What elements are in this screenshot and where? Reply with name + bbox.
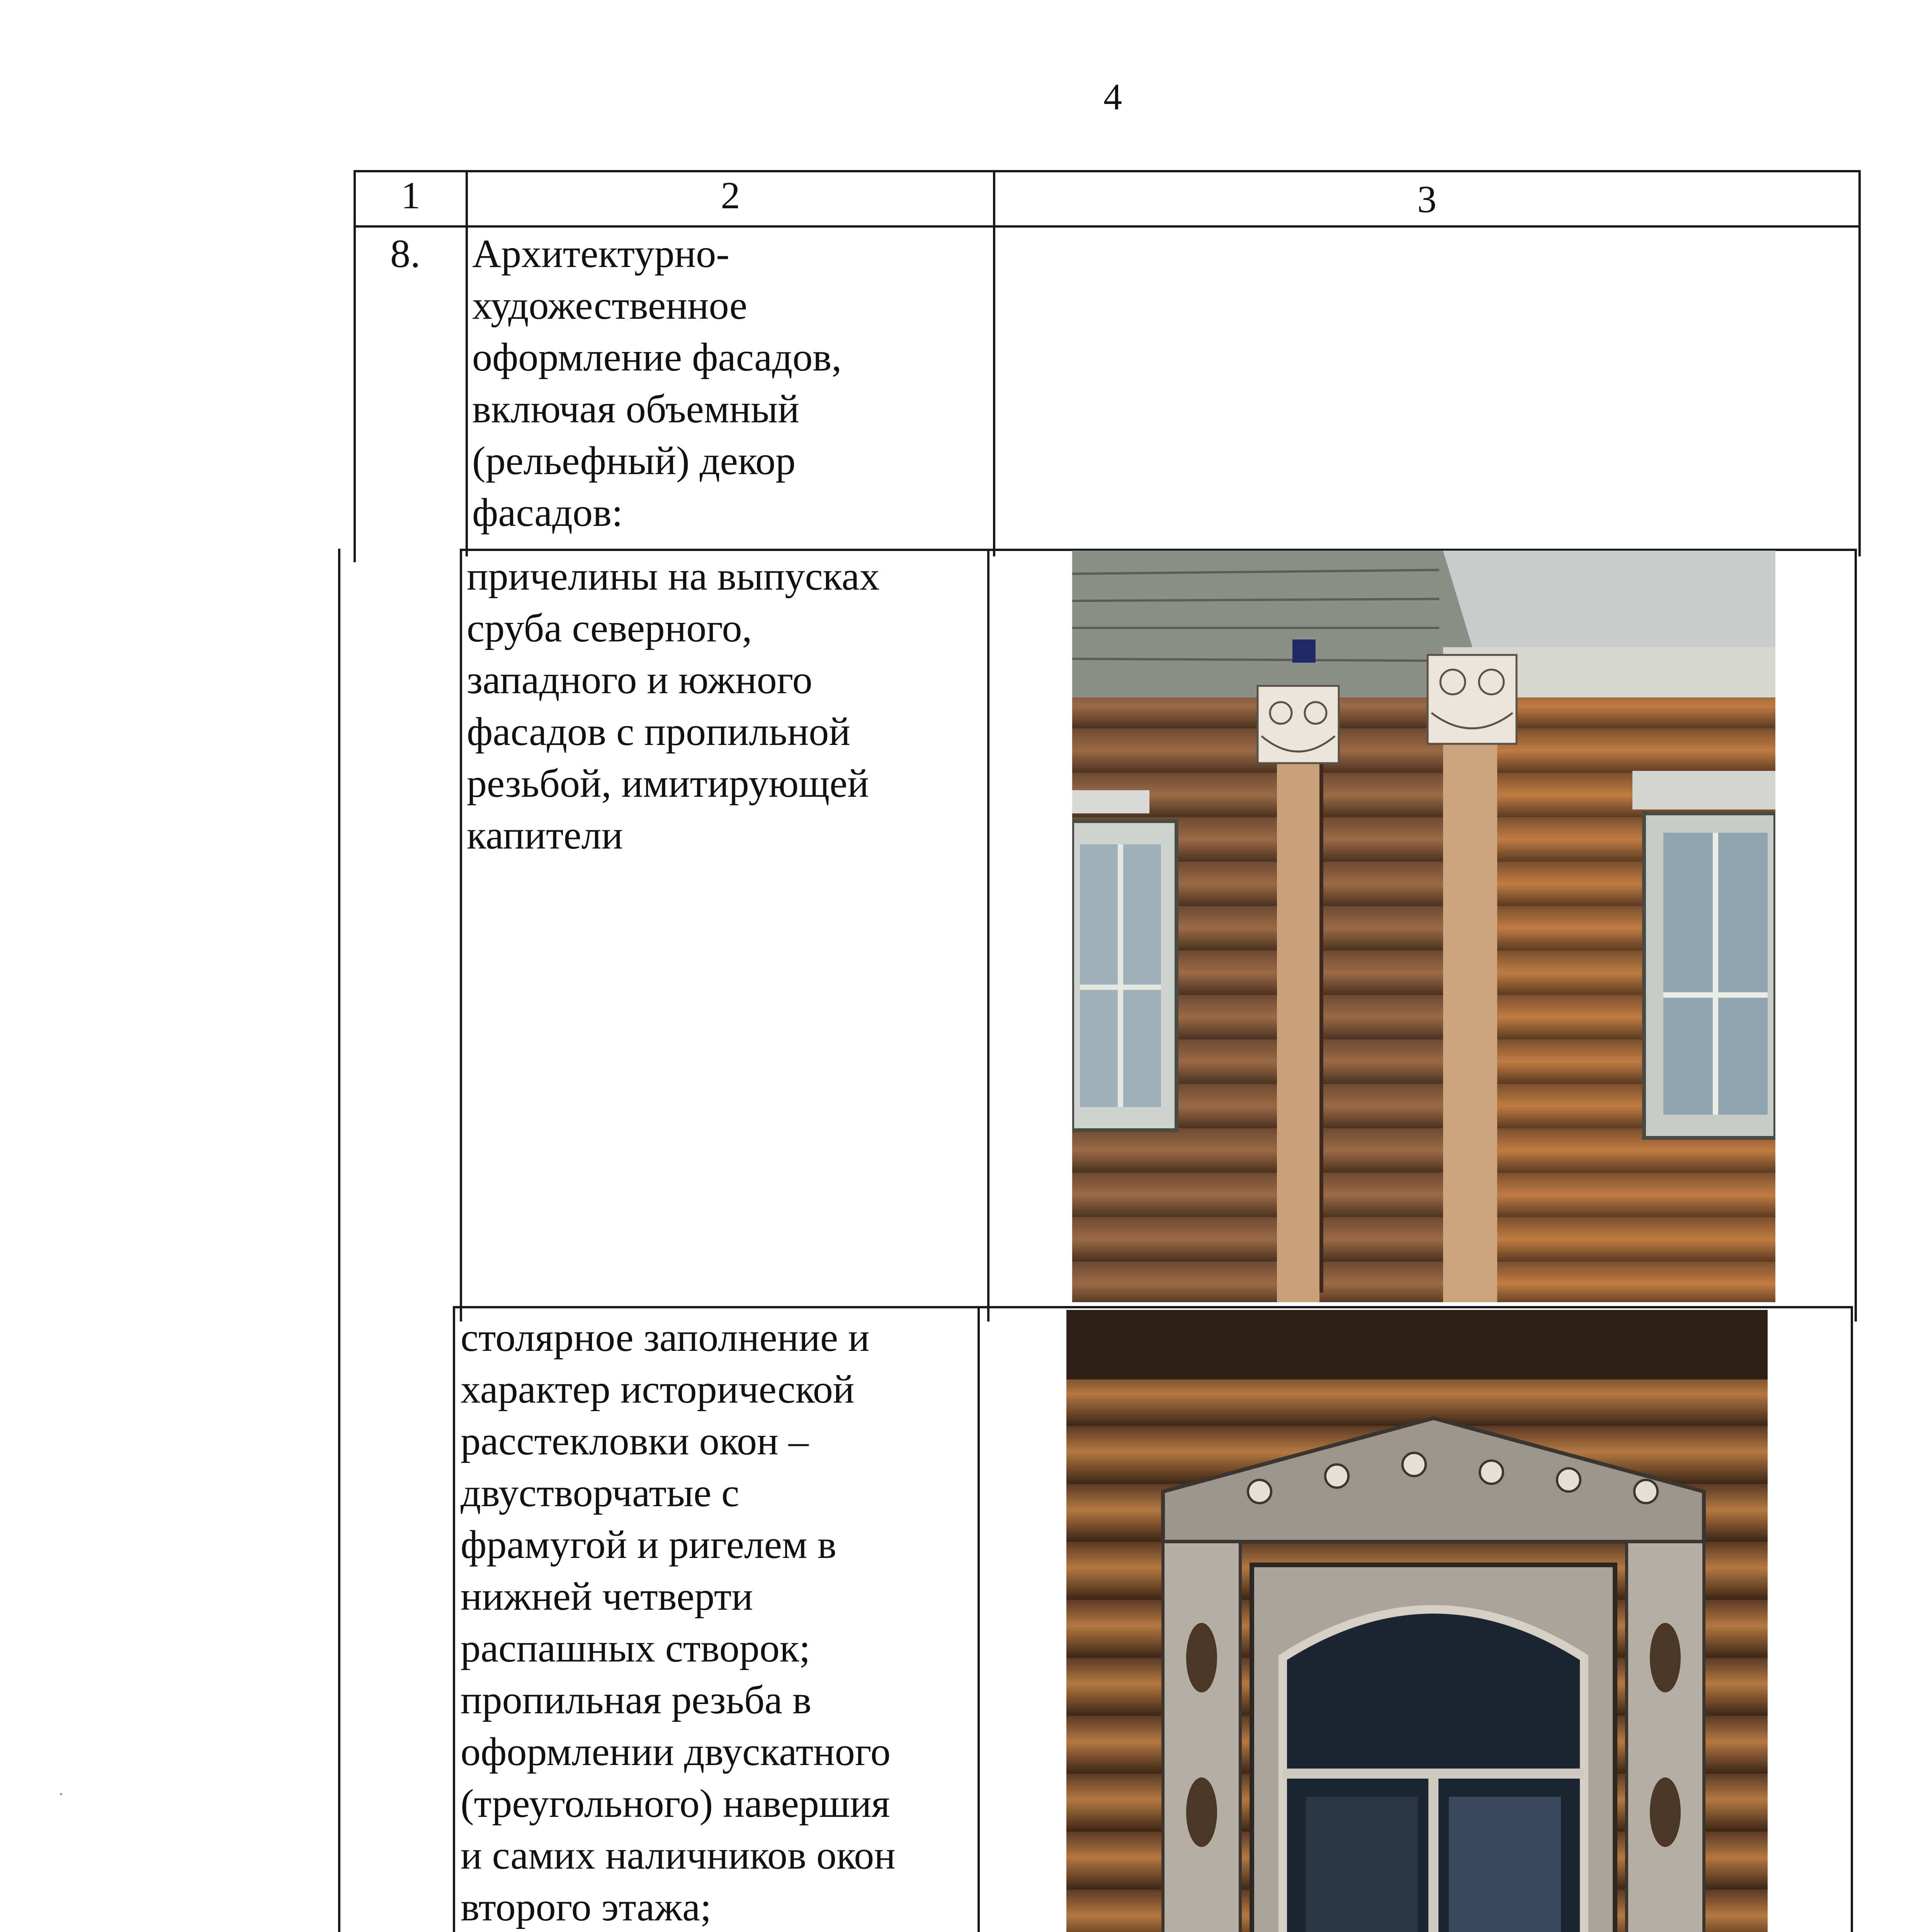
photo-log-corner-carved-capitals (1072, 551, 1775, 1302)
row-title: Архитектурно- художественное оформление фасадов, включая объемный (рельефный) декор фасадов: (472, 231, 842, 535)
item-2-description: столярное заполнение и характер исторической расстекловки окон – двустворчатые с фрамугой и ригелем в нижней четверти распашных створок; пропильная резьба в оформлении двускатного (треугольного) навершия и самих наличников окон второго этажа; (461, 1315, 896, 1929)
header-col-1: 1 (401, 174, 420, 217)
photo-carved-window-frame (1066, 1310, 1768, 1932)
scan-speck (60, 1793, 62, 1795)
item-1-description: причелины на выпусках сруба северного, западного и южного фасадов с пропильной резьбой, имитирующей капители (467, 554, 880, 857)
header-col-2: 2 (721, 174, 740, 217)
header-col-3: 3 (1417, 178, 1437, 221)
page-number: 4 (1103, 76, 1122, 117)
row-number: 8. (390, 231, 420, 276)
